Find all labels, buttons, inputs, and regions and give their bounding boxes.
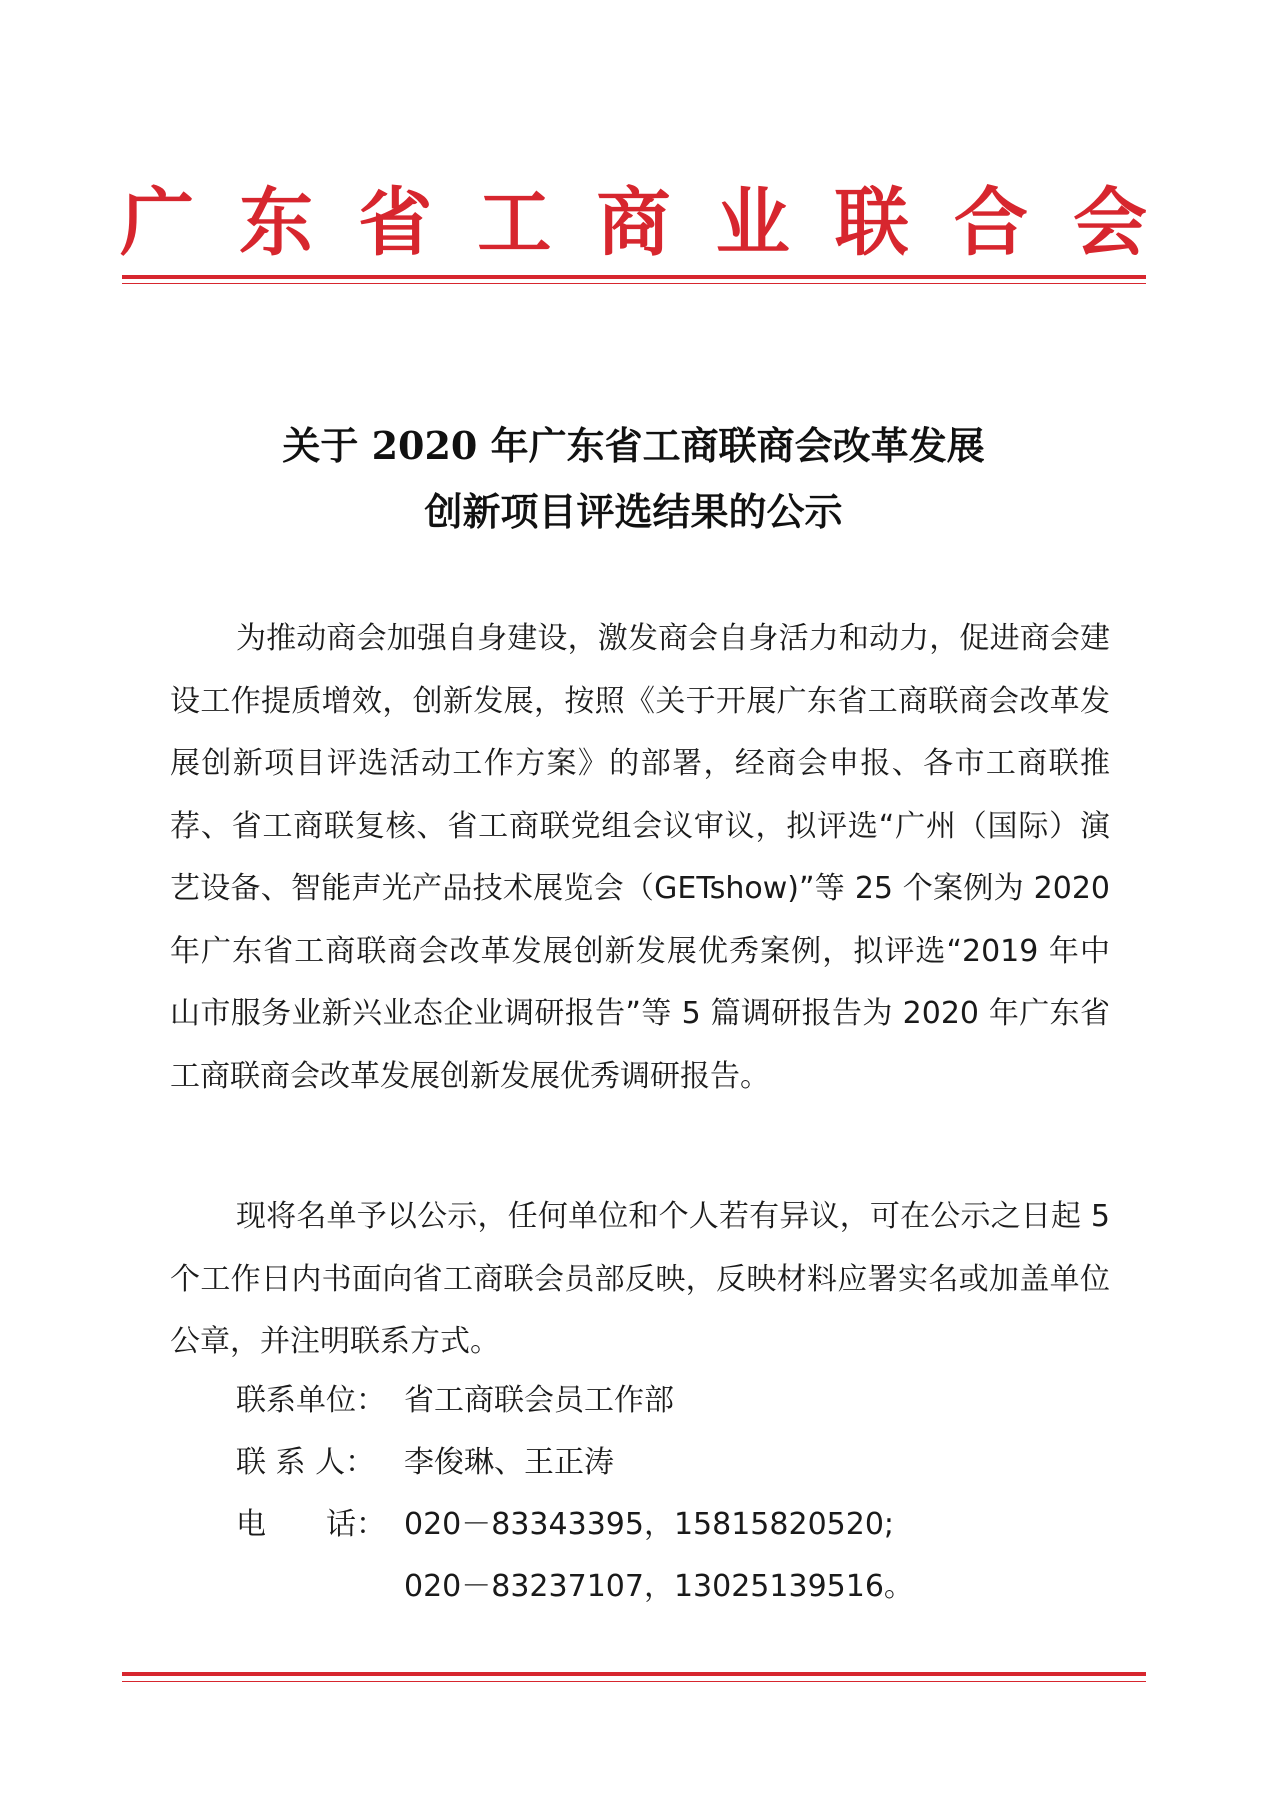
contact-unit-label: 联系单位：	[236, 1383, 386, 1418]
footer-divider-thin	[122, 1681, 1146, 1682]
letterhead-org-name	[120, 168, 1147, 278]
contact-phone-row-2	[236, 1556, 914, 1618]
contact-phone-line-1: 020－83343395，15815820520;	[404, 1507, 895, 1542]
letterhead-char: 商	[596, 180, 671, 266]
contact-phone-line-2: 020－83237107，13025139516。	[404, 1569, 914, 1604]
contact-phone-row	[236, 1494, 914, 1556]
contact-phone-label: 电 话：	[236, 1507, 386, 1542]
letterhead-char: 业	[715, 180, 790, 266]
contact-person-value: 李俊琳、王正涛	[404, 1445, 614, 1480]
contact-block	[236, 1370, 914, 1618]
contact-person-row	[236, 1432, 914, 1494]
contact-unit-row	[236, 1370, 914, 1432]
footer-divider-thick	[122, 1672, 1146, 1676]
letterhead-char: 工	[477, 180, 552, 266]
letterhead-char: 广	[120, 180, 194, 266]
contact-person-label: 联 系 人：	[236, 1445, 376, 1480]
letterhead-char: 东	[239, 180, 314, 266]
letterhead-char: 合	[953, 180, 1028, 266]
letterhead-char: 会	[1073, 180, 1147, 266]
contact-unit-value: 省工商联会员工作部	[404, 1383, 674, 1418]
letterhead-char: 省	[358, 180, 433, 266]
document-title-line-1: 关于 2020 年广东省工商联商会改革发展	[282, 423, 985, 468]
letterhead-divider-thick	[122, 275, 1146, 279]
letterhead-char: 联	[834, 180, 909, 266]
body-paragraph-1: 为推动商会加强自身建设，激发商会自身活力和动力，促进商会建设工作提质增效，创新发展，按照《关于开展广东省工商联商会改革发展创新项目评选活动工作方案》的部署，经商会申报、各市工商联推荐、省工商联复核、省工商联党组会议审议，拟评选“广州（国际）演艺设备、智能声光产品技术展览会（GETshow)”等 25 个案例为 2020 年广东省工商联商会改革发展创新发展优秀案例，拟评选“2019 年中山市服务业新兴业态企业调研报告”等 5 篇调研报告为 2020 年广东省工商联商会改革发展创新发展优秀调研报告。	[170, 621, 1110, 1094]
document-title-line-2: 创新项目评选结果的公示	[424, 489, 843, 534]
document-title	[140, 413, 1127, 545]
letterhead-divider-thin	[122, 283, 1146, 284]
body-paragraph-2: 现将名单予以公示，任何单位和个人若有异议，可在公示之日起 5 个工作日内书面向省工商联会员部反映，反映材料应署实名或加盖单位公章，并注明联系方式。	[170, 1199, 1110, 1359]
